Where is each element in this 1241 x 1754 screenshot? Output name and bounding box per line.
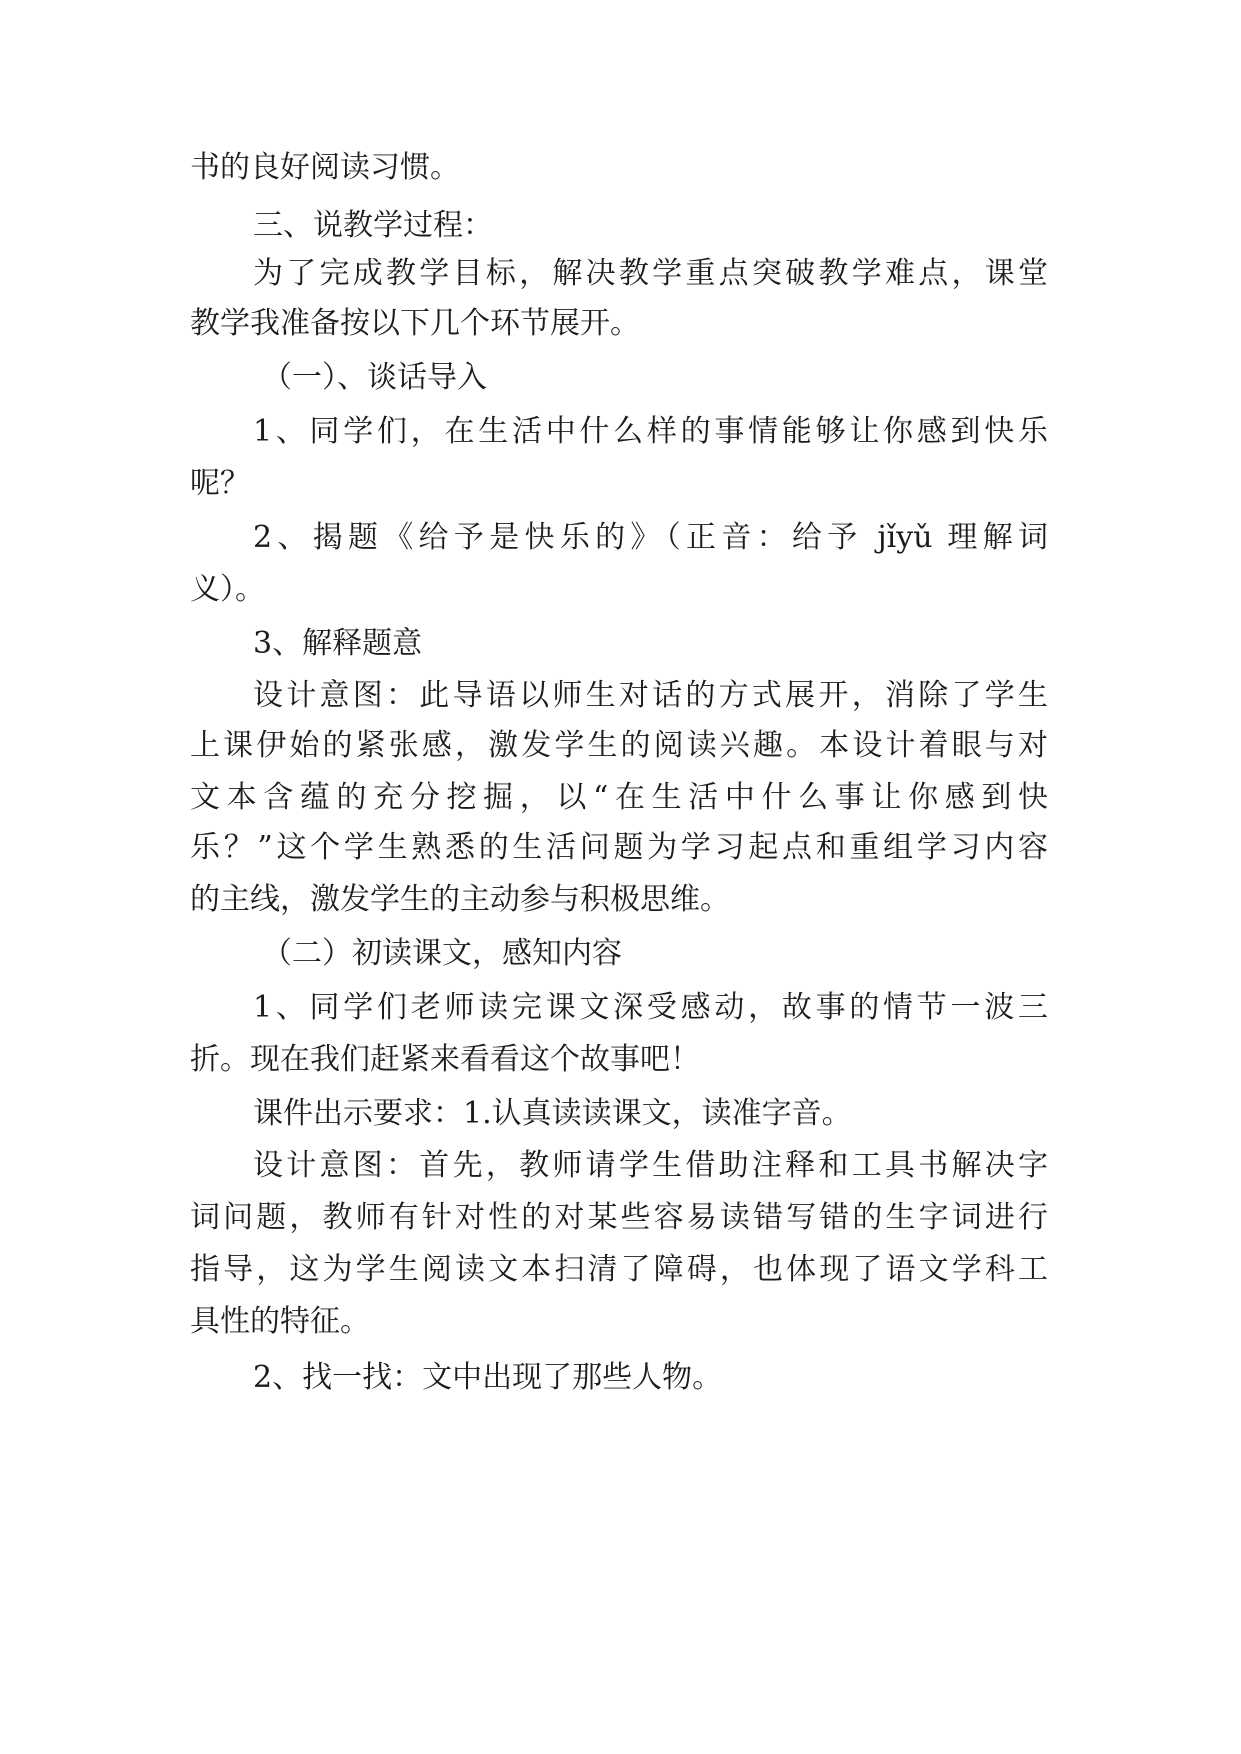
paragraph-line: 词问题，教师有针对性的对某些容易读错写错的生字词进行 (190, 1200, 1048, 1235)
paragraph-line: 2、揭题《给予是快乐的》（正音：给予 jǐyǔ 理解词 (253, 520, 1048, 555)
paragraph-line: 呢？ (190, 466, 250, 501)
subsection-heading: （二）初读课文，感知内容 (262, 936, 622, 971)
paragraph-line: 具性的特征。 (190, 1304, 370, 1339)
paragraph-line: 上课伊始的紧张感，激发学生的阅读兴趣。本设计着眼与对 (190, 728, 1048, 763)
paragraph-line: 1、同学们老师读完课文深受感动，故事的情节一波三 (253, 990, 1048, 1025)
paragraph-line: 指导，这为学生阅读文本扫清了障碍，也体现了语文学科工 (190, 1252, 1048, 1287)
section-heading: 三、说教学过程： (253, 208, 493, 243)
paragraph-line: 教学我准备按以下几个环节展开。 (190, 306, 640, 341)
paragraph-line: 3、解释题意 (253, 626, 423, 661)
paragraph-line: 的主线，激发学生的主动参与积极思维。 (190, 882, 730, 917)
paragraph-line: 乐？”这个学生熟悉的生活问题为学习起点和重组学习内容 (190, 830, 1048, 865)
subsection-heading: （一）、谈话导入 (262, 360, 487, 395)
paragraph-line: 义）。 (190, 572, 265, 607)
paragraph-line: 2、找一找：文中出现了那些人物。 (253, 1360, 723, 1395)
paragraph-line: 折。现在我们赶紧来看看这个故事吧！ (190, 1042, 700, 1077)
paragraph-line: 1、同学们，在生活中什么样的事情能够让你感到快乐 (253, 414, 1048, 449)
paragraph-line: 课件出示要求：1.认真读读课文，读准字音。 (253, 1096, 852, 1131)
paragraph-line: 书的良好阅读习惯。 (190, 150, 460, 185)
paragraph-line: 设计意图：首先，教师请学生借助注释和工具书解决字 (253, 1148, 1048, 1183)
paragraph-line: 设计意图：此导语以师生对话的方式展开，消除了学生 (253, 678, 1048, 713)
paragraph-line: 为了完成教学目标，解决教学重点突破教学难点，课堂 (253, 256, 1048, 291)
paragraph-line: 文本含蕴的充分挖掘，以“在生活中什么事让你感到快 (190, 780, 1048, 815)
